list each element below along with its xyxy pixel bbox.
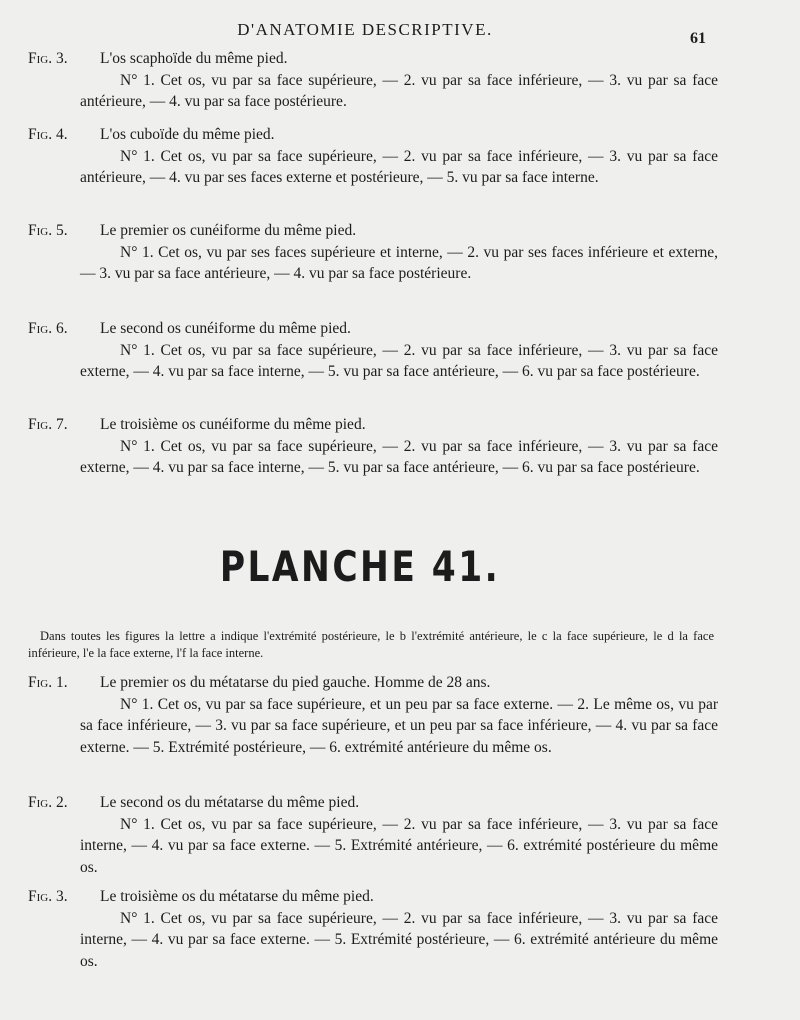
page-number: 61 [690, 30, 706, 47]
plate-title: PLANCHE 41. [219, 542, 501, 591]
figure-title: Le troisième os cunéiforme du même pied. [100, 416, 366, 433]
running-title: D'ANATOMIE DESCRIPTIVE. [237, 20, 493, 39]
figure-description: N° 1. Cet os, vu par sa face supérieure, — 2. vu par sa face inférieure, — 3. vu par sa face externe, — 4. vu par sa face interne, — 5. vu par sa face antérieure, — 6. vu par sa face postérieure. [80, 341, 718, 380]
figure-heading [28, 792, 718, 814]
figure-heading [28, 48, 718, 70]
figure-label: Fig. 2. [28, 794, 68, 811]
figure-title: Le second os cunéiforme du même pied. [100, 320, 351, 337]
figure-description: N° 1. Cet os, vu par sa face supérieure, — 2. vu par sa face inférieure, — 3. vu par sa face externe, — 4. vu par sa face interne, — 5. vu par sa face antérieure, — 6. vu par sa face postérieure. [80, 437, 718, 476]
figure-heading [28, 318, 718, 340]
figure-heading [28, 672, 718, 694]
figure-heading [28, 414, 718, 436]
figure-label: Fig. 5. [28, 222, 68, 239]
figure-description: N° 1. Cet os, vu par sa face supérieure, — 2. vu par sa face inférieure, — 3. vu par sa face antérieure, — 4. vu par ses faces externe et postérieure, — 5. vu par sa face interne. [80, 147, 718, 186]
figure-title: Le premier os cunéiforme du même pied. [100, 222, 357, 239]
figure-label: Fig. 3. [28, 888, 68, 905]
figure-description: N° 1. Cet os, vu par sa face supérieure, — 2. vu par sa face inférieure, — 3. vu par sa face interne, — 4. vu par sa face externe. — 5. Extrémité antérieure, — 6. extrémité postérieure du même os. [80, 815, 718, 876]
plate-legend-note: Dans toutes les figures la lettre a indique l'extrémité postérieure, le b l'extrémité antérieure, le c la face supérieure, le d la face inférieure, l'e la face externe, l'f la face interne. [28, 629, 714, 660]
figure-title: Le second os du métatarse du même pied. [100, 794, 360, 811]
figure-title: Le premier os du métatarse du pied gauche. Homme de 28 ans. [100, 674, 491, 691]
figure-title: L'os scaphoïde du même pied. [100, 50, 288, 67]
figure-title: Le troisième os du métatarse du même pied. [100, 888, 374, 905]
figure-entry [28, 124, 718, 189]
figure-entry [28, 48, 718, 113]
figure-heading [28, 886, 718, 908]
figure-entry [28, 886, 718, 972]
figure-label: Fig. 3. [28, 50, 68, 67]
figure-title: L'os cuboïde du même pied. [100, 126, 275, 143]
figure-entry [28, 414, 718, 479]
figure-description: N° 1. Cet os, vu par sa face supérieure, — 2. vu par sa face inférieure, — 3. vu par sa face interne, — 4. vu par sa face externe. — 5. Extrémité postérieure, — 6. extrémité antérieure du même os. [80, 909, 718, 970]
figure-heading [28, 124, 718, 146]
figure-entry [28, 672, 718, 758]
figure-description: N° 1. Cet os, vu par ses faces supérieure et interne, — 2. vu par ses faces inférieure et externe, — 3. vu par sa face antérieure, — 4. vu par sa face postérieure. [80, 243, 718, 282]
figure-heading [28, 220, 718, 242]
figure-label: Fig. 7. [28, 416, 68, 433]
figure-entry [28, 220, 718, 285]
figure-entry [28, 792, 718, 878]
figure-label: Fig. 1. [28, 674, 68, 691]
figure-description: N° 1. Cet os, vu par sa face supérieure, — 2. vu par sa face inférieure, — 3. vu par sa face antérieure, — 4. vu par sa face postérieure. [80, 71, 718, 110]
figure-label: Fig. 6. [28, 320, 68, 337]
figure-description: N° 1. Cet os, vu par sa face supérieure, et un peu par sa face externe. — 2. Le même os, vu par sa face inférieure, — 3. vu par sa face supérieure, et un peu par sa face inférieure, — 4. vu par sa face externe. — 5. Extrémité postérieure, — 6. extrémité antérieure du même os. [80, 695, 718, 756]
figure-entry [28, 318, 718, 383]
figure-label: Fig. 4. [28, 126, 68, 143]
